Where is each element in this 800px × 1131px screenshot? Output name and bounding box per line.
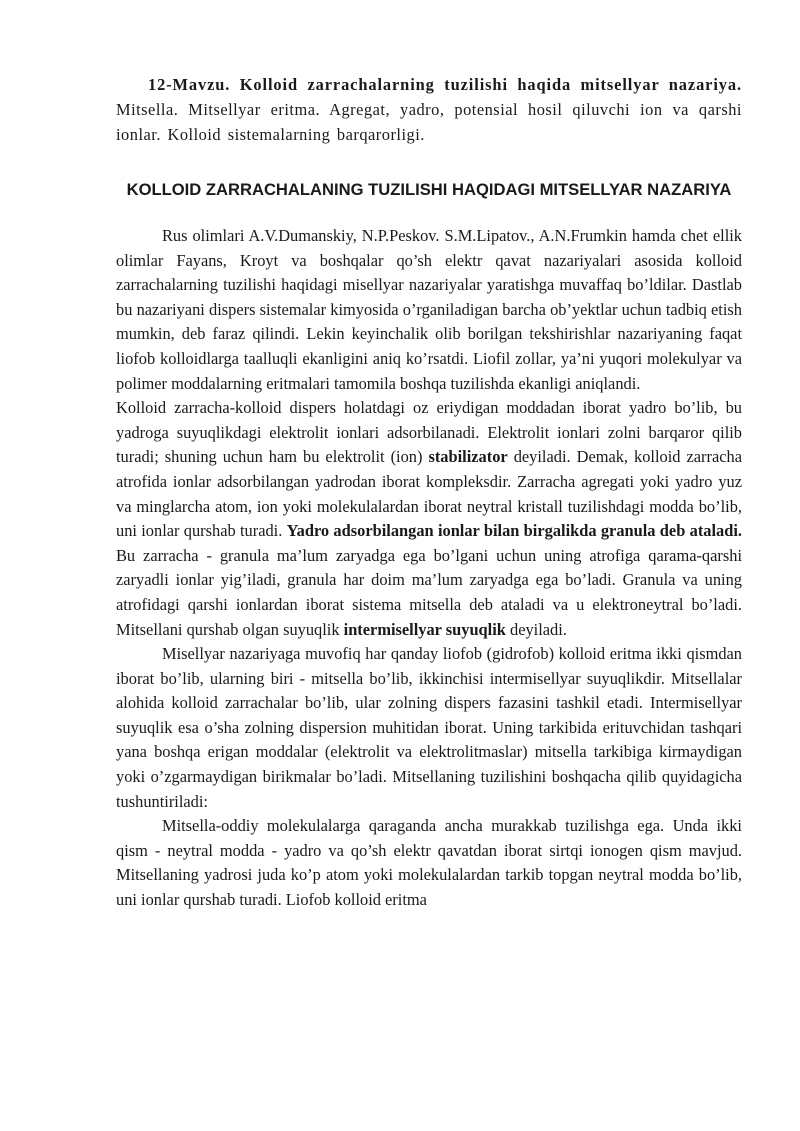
topic-paragraph (116, 72, 742, 147)
term-stabilizator: stabilizator (428, 447, 508, 467)
paragraph-3: Misellyar nazariyaga muvofiq har qanday liofob (gidrofob) kolloid eritma ikki qismdan iborat bo’lib, ularning biri - mitsella bo’lib, ikkinchisi intermisellyar suyuqlikdir. Mitsellalar alohida kolloid zarrachalar bo’lib, ular zolning dispers fazasini tashkil etadi. Intermisellyar suyuqlik esa o’sha zolning dispersion muhitidan iborat. Uning tarkibida erituvchidan tashqari yana boshqa erigan moddalar (elektrolit va elektrolitmaslar) mitsella tarkibiga kirmaydigan yoki o’zgarmaydigan birikmalar bo’ladi. Mitsellaning tuzilishini boshqacha qilib quyidagicha tushuntiriladi: (116, 644, 742, 811)
paragraph-2-text-c: deyiladi. Demak, kolloid zarracha atrofida ionlar adsorbilangan yadrodan iborat kompleksdir. Zarracha agregati yoki yadro yuz va minglarcha atom, ion yoki molekulalardan iborat neytral kristall tuzilishdagi modda bo’lib, uni ionlar qurshab turadi. (116, 447, 742, 541)
granula-definition: Yadro adsorbilangan ionlar bilan birgalikda granula deb ataladi. (286, 521, 742, 541)
paragraph-2 (116, 396, 742, 642)
paragraph-4: Mitsella-oddiy molekulalarga qaraganda ancha murakkab tuzilishga ega. Unda ikki qism - neytral modda - yadro va qo’sh elektr qavatdan iborat sirtqi ionogen qism mavjud. Mitsellaning yadrosi juda ko’p atom yoki molekulalardan tarkib topgan neytral modda bo’lib, uni ionlar qurshab turadi. Liofob kolloid eritma (116, 816, 742, 910)
paragraph-1: Rus olimlari A.V.Dumanskiy, N.P.Peskov. S.M.Lipatov., A.N.Frumkin hamda chet ellik olimlar Fayans, Kroyt va boshqalar qo’sh elektr qavat nazariyalari asosida kolloid zarrachalarning tuzilishi haqidagi misellyar nazariyalar yaratishga muvaffaq bo’ldilar. Dastlab bu nazariyani dispers sistemalar kimyosida o’rganiladigan barcha ob’yektlar uchun tadbiq etish mumkin, deb faraz qilindi. Lekin keyinchalik olib borilgan tekshirishlar nazariyaning faqat liofob kolloidlarga taalluqli ekanligini aniq ko’rsatdi. Liofil zollar, ya’ni yuqori molekulyar va polimer moddalarning eritmalari tamomila boshqa tuzilishda ekanligi aniqlandi. (116, 226, 742, 393)
document-page (116, 72, 742, 913)
section-heading: KOLLOID ZARRACHALANING TUZILISHI HAQIDAGI MITSELLYAR NAZARIYA (126, 180, 732, 199)
paragraph-2-text-g: deyiladi. (505, 619, 567, 639)
paragraph-2-text-e: Bu zarracha - granula ma’lum zaryadga ega bo’lgani uchun uning atrofiga qarama-qarshi zaryadli ionlar yig’iladi, granula har doim ma’lum zaryadga ega bo’ladi. Granula va uning atrofidagi qarshi ionlardan iborat sistema mitsella deb ataladi va u elektroneytral bo’ladi. Mitsellani qurshab olgan suyuqlik (116, 545, 742, 639)
topic-label: 12-Mavzu. Kolloid zarrachalarning tuzilishi haqida mitsellyar nazariya. (148, 75, 742, 94)
topic-keywords: Mitsella. Mitsellyar eritma. Agregat, yadro, potensial hosil qiluvchi ion va qarshi ionlar. Kolloid sistemalarning barqarorligi. (116, 100, 742, 144)
term-intermisellyar: intermisellyar suyuqlik (343, 619, 506, 639)
paragraph-2-text-a: Kolloid zarracha-kolloid dispers holatdagi oz eriydigan moddadan iborat yadro bo’lib, bu yadroga suyuqlikdagi elektrolit ionlari adsorbilanadi. Elektrolit ionlari zolni barqaror qilib turadi; shuning uchun ham bu elektrolit (ion) (116, 398, 742, 467)
